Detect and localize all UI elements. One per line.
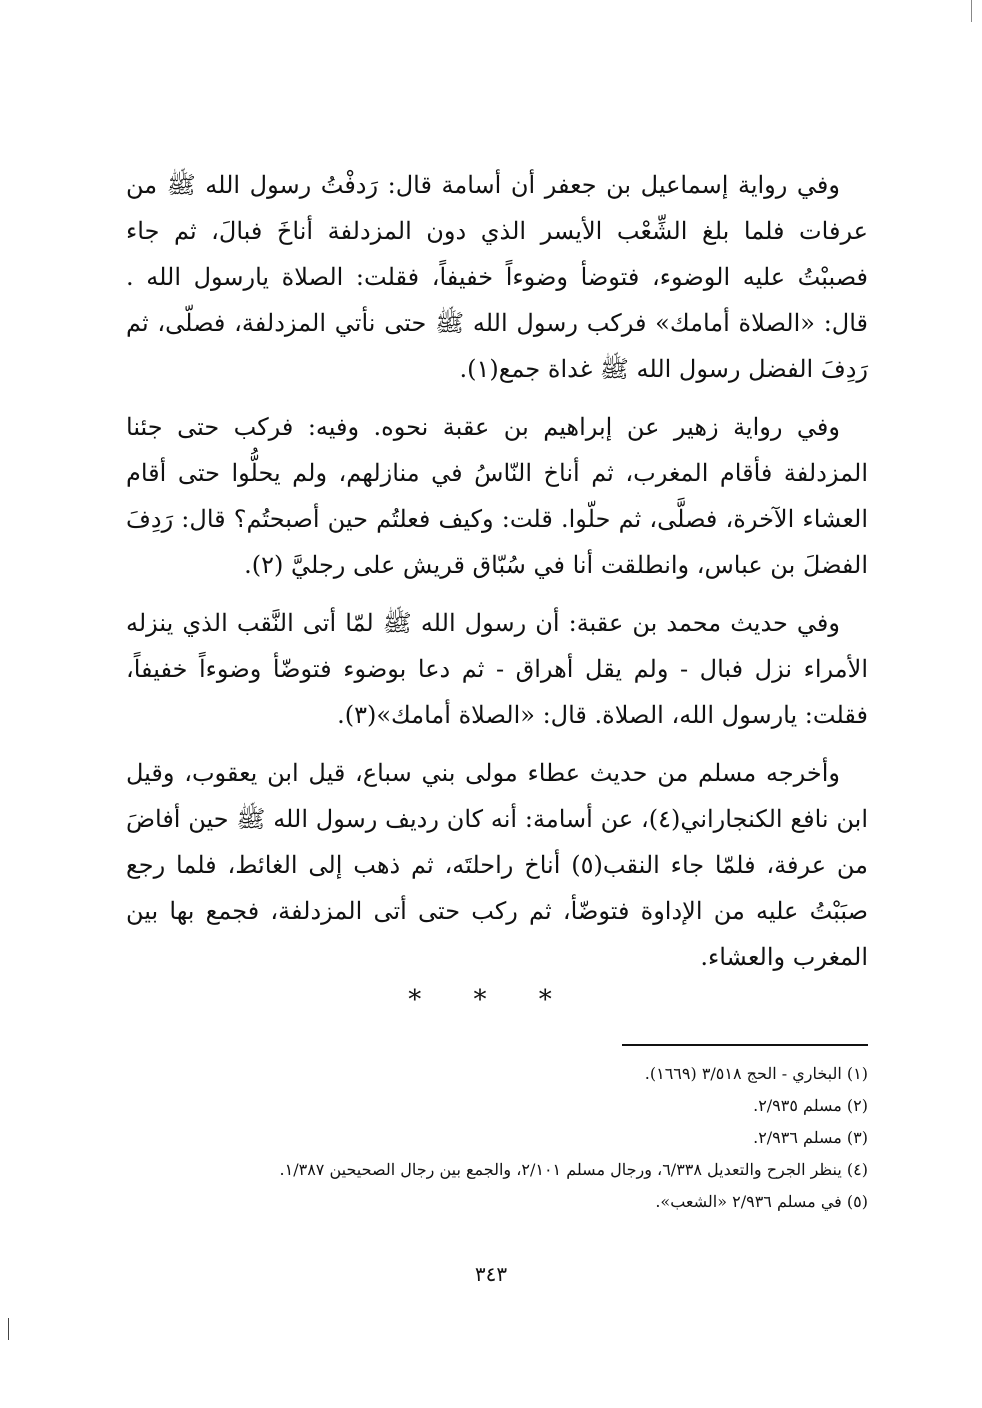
footnote-4: (٤) ينظر الجرح والتعديل ٦/٣٣٨، ورجال مسلم ٢/١٠١، والجمع بين رجال الصحيحين ١/٣٨٧.: [279, 1160, 868, 1179]
paragraph-4: وأخرجه مسلم من حديث عطاء مولى بني سباع، قيل ابن يعقوب، وقيل ابن نافع الكنجاراني(٤)، عن أسامة: أنه كان رديف رسول الله ﷺ حين أفاضَ من عرفة، فلمّا جاء النقب(٥) أناخ راحلتَه، ثم ذهب إلى الغائط، فلما رجع صبَبْتُ عليه من الإداوة فتوضّأ، ثم ركب حتى أتى المزدلفة، فجمع بها بين المغرب والعشاء.: [126, 759, 869, 971]
page-number: ٣٤٣: [474, 1262, 508, 1286]
footnote-5: (٥) في مسلم ٢/٩٣٦ «الشعب».: [655, 1192, 868, 1211]
footnote-divider: [622, 1044, 868, 1046]
footnote-3: (٣) مسلم ٢/٩٣٦.: [753, 1128, 868, 1147]
section-separator: * * *: [408, 985, 574, 1015]
footnote-2: (٢) مسلم ٢/٩٣٥.: [753, 1096, 868, 1115]
footnotes: [126, 1058, 868, 1218]
scan-corner-mark: [971, 0, 982, 22]
paragraph-3: وفي حديث محمد بن عقبة: أن رسول الله ﷺ لمّا أتى النَّقب الذي ينزله الأمراء نزل فبال - ولم يقل أهراق - ثم دعا بوضوء فتوضّأ وضوءاً خفيفاً، فقلت: يارسول الله، الصلاة. قال: «الصلاة أمامك»(٣).: [126, 609, 868, 729]
paragraph-1: وفي رواية إسماعيل بن جعفر أن أسامة قال: رَدفْتُ رسول الله ﷺ من عرفات فلما بلغ الشِّعْب الأيسر الذي دون المزدلفة أناخَ فبالَ، ثم جاء فصببْتُ عليه الوضوء، فتوضأ وضوءاً خفيفاً، فقلت: الصلاة يارسول الله . قال: «الصلاة أمامك» فركب رسول الله ﷺ حتى نأتي المزدلفة، فصلّى، ثم رَدِفَ الفضل رسول الله ﷺ غداة جمع(١).: [126, 171, 869, 383]
scan-margin-mark: [8, 1318, 9, 1340]
main-text: [126, 162, 868, 992]
footnote-1: (١) البخاري - الحج ٣/٥١٨ (١٦٦٩).: [644, 1064, 868, 1083]
paragraph-2: وفي رواية زهير عن إبراهيم بن عقبة نحوه. وفيه: فركب حتى جئنا المزدلفة فأقام المغرب، ثم أناخ النّاسُ في منازلهم، ولم يحلُّوا حتى أقام العشاء الآخرة، فصلَّى، ثم حلّوا. قلت: وكيف فعلتُم حين أصبحتُم؟ قال: رَدِفَ الفضلَ بن عباس، وانطلقت أنا في سُبّاق قريش على رجليَّ (٢).: [126, 413, 868, 579]
